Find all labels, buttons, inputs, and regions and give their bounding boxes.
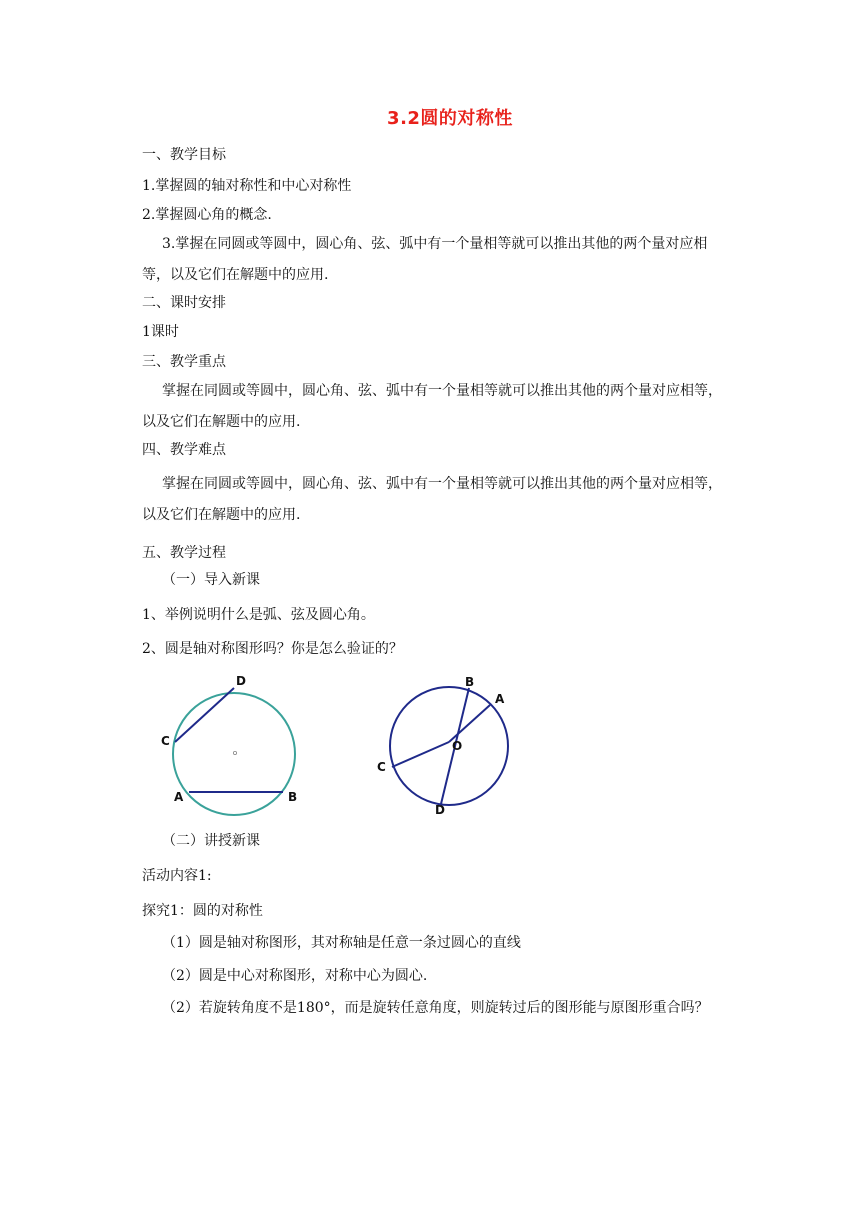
section-heading-key-points: 三、教学重点 [142, 354, 226, 370]
activity-heading: 活动内容1: [142, 868, 212, 884]
page-title: 3.2圆的对称性 [387, 108, 513, 129]
explore-item-1: （1）圆是轴对称图形，其对称轴是任意一条过圆心的直线 [162, 935, 521, 951]
label-d: D [435, 803, 445, 817]
label-c: C [377, 760, 386, 774]
key-points-text: 掌握在同圆或等圆中，圆心角、弦、弧中有一个量相等就可以推出其他的两个量对应相等，以及它们在解题中的应用. [142, 383, 722, 430]
explore-item-2: （2）圆是中心对称图形，对称中心为圆心. [162, 968, 428, 984]
label-b: B [288, 790, 298, 804]
central-angle-figure [370, 670, 540, 820]
difficulties-text: 掌握在同圆或等圆中，圆心角、弦、弧中有一个量相等就可以推出其他的两个量对应相等，以及它们在解题中的应用. [142, 476, 722, 523]
part-2-heading: （二）讲授新课 [162, 833, 260, 849]
label-c: C [161, 734, 170, 748]
section-heading-objectives: 一、教学目标 [142, 147, 226, 163]
line-oc [392, 742, 449, 767]
explore-item-3: （2）若旋转角度不是180°，而是旋转任意角度，则旋转过后的图形能与原图形重合吗？ [162, 1000, 709, 1016]
section-heading-difficulties: 四、教学难点 [142, 442, 226, 458]
objective-1: 1.掌握圆的轴对称性和中心对称性 [142, 178, 352, 194]
schedule-hours: 1课时 [142, 324, 179, 340]
label-b: B [465, 675, 475, 689]
label-d: D [236, 674, 246, 688]
section-heading-process: 五、教学过程 [142, 545, 226, 561]
chord-circle-figure [155, 670, 325, 820]
chord-cd [175, 688, 234, 742]
label-a: A [495, 692, 505, 706]
question-1: 1、举例说明什么是弧、弦及圆心角。 [142, 607, 375, 623]
question-2: 2、圆是轴对称图形吗？你是怎么验证的？ [142, 641, 403, 657]
section-heading-schedule: 二、课时安排 [142, 295, 226, 311]
line-oa [449, 705, 490, 742]
part-1-heading: （一）导入新课 [162, 572, 260, 588]
circle-outline [390, 687, 508, 805]
label-o: O [452, 739, 463, 753]
explore-heading: 探究1：圆的对称性 [142, 903, 263, 919]
objective-2: 2.掌握圆心角的概念. [142, 207, 272, 223]
objective-3: 3.掌握在同圆或等圆中，圆心角、弦、弧中有一个量相等就可以推出其他的两个量对应相等，以及它们在解题中的应用. [142, 236, 708, 283]
center-point [233, 751, 236, 754]
label-a: A [174, 790, 184, 804]
